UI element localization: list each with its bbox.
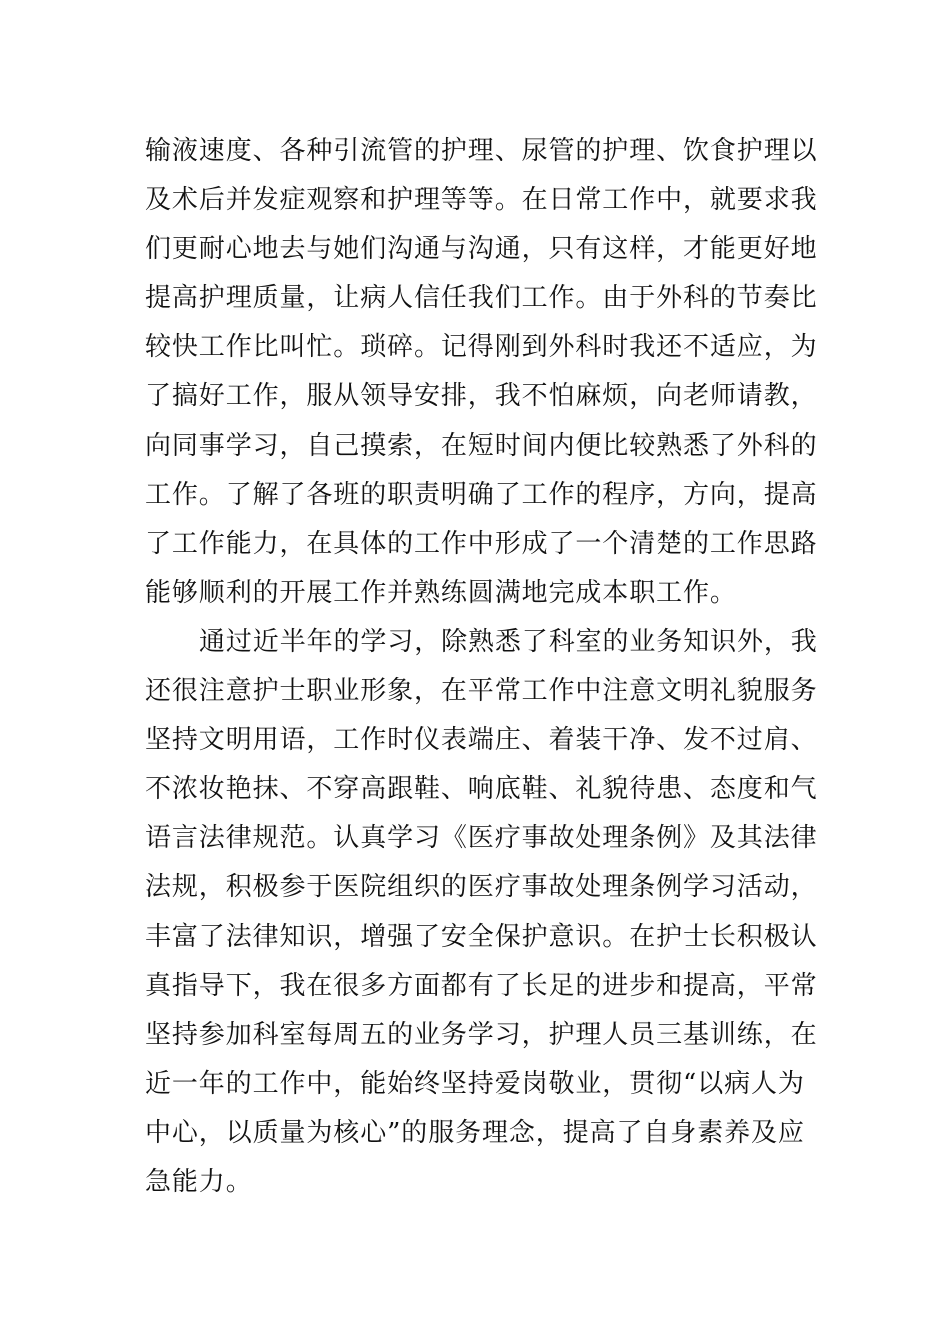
text-line: 较快工作比叫忙。琐碎。记得刚到外科时我还不适应，为 xyxy=(145,332,818,363)
text-line: 们更耐心地去与她们沟通与沟通，只有这样，才能更好地 xyxy=(145,234,818,265)
text-line: 近一年的工作中，能始终坚持爱岗敬业，贯彻“以病人为 xyxy=(145,1068,805,1099)
text-line: 语言法律规范。认真学习《医疗事故处理条例》及其法律 xyxy=(145,823,818,854)
text-line: 及术后并发症观察和护理等等。在日常工作中，就要求我 xyxy=(145,185,818,216)
text-line: 能够顺利的开展工作并熟练圆满地完成本职工作。 xyxy=(145,577,737,608)
text-line: 急能力。 xyxy=(145,1166,253,1197)
text-line: 坚持文明用语，工作时仪表端庄、着装干净、发不过肩、 xyxy=(145,725,818,756)
text-line: 中心，以质量为核心”的服务理念，提高了自身素养及应 xyxy=(145,1117,805,1148)
text-line: 输液速度、各种引流管的护理、尿管的护理、饮食护理以 xyxy=(145,136,818,166)
text-line: 工作。了解了各班的职责明确了工作的程序，方向，提高 xyxy=(145,479,818,510)
text-line: 了搞好工作，服从领导安排，我不怕麻烦，向老师请教， xyxy=(145,381,818,412)
document-body xyxy=(145,127,818,1207)
text-line: 丰富了法律知识，增强了安全保护意识。在护士长积极认 xyxy=(145,921,818,952)
text-line: 法规，积极参于医院组织的医疗事故处理条例学习活动， xyxy=(145,872,818,903)
text-line: 向同事学习，自己摸索，在短时间内便比较熟悉了外科的 xyxy=(145,430,818,461)
text-line: 坚持参加科室每周五的业务学习，护理人员三基训练，在 xyxy=(145,1019,818,1050)
text-line: 了工作能力，在具体的工作中形成了一个清楚的工作思路 xyxy=(145,528,818,559)
text-line: 提高护理质量，让病人信任我们工作。由于外科的节奏比 xyxy=(145,283,818,314)
paragraph-2 xyxy=(145,618,818,1207)
text-line: 不浓妆艳抹、不穿高跟鞋、响底鞋、礼貌待患、态度和气 xyxy=(145,774,818,805)
text-line-indented: 通过近半年的学习，除熟悉了科室的业务知识外，我 xyxy=(199,626,818,657)
paragraph-1 xyxy=(145,127,818,618)
text-line: 真指导下，我在很多方面都有了长足的进步和提高，平常 xyxy=(145,970,818,1001)
text-line: 还很注意护士职业形象，在平常工作中注意文明礼貌服务 xyxy=(145,676,818,707)
